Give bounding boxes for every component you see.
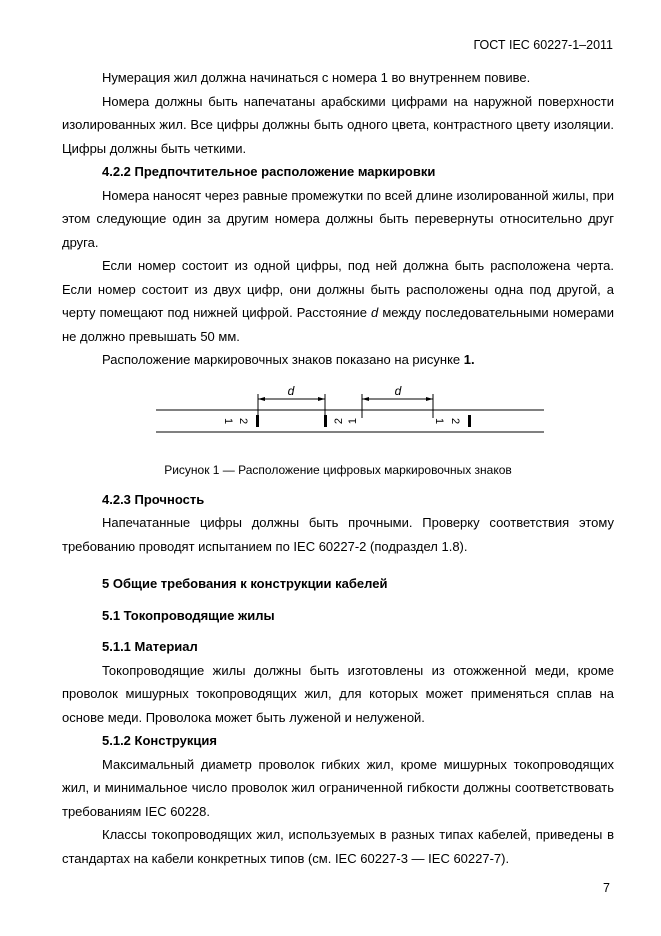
mark-bar — [256, 415, 259, 427]
dim-arrow — [426, 397, 433, 401]
paragraph: Расположение маркировочных знаков показано на рисунке 1. — [102, 352, 475, 367]
dim-label-d: d — [287, 383, 295, 398]
dim-arrow — [362, 397, 369, 401]
section-heading-4-2-2: 4.2.2 Предпочтительное расположение маркировки — [102, 164, 436, 179]
paragraph: Нумерация жил должна начинаться с номера 1 во внутреннем повиве. — [102, 70, 531, 85]
paragraph: Напечатанные цифры должны быть прочными. Проверку соответствия этому требованию проводят испытанием по IEC 60227-2 (подраздел 1.8). — [62, 515, 614, 554]
mark-digit: 1 — [433, 417, 446, 424]
section-heading-5-1-1: 5.1.1 Материал — [102, 639, 198, 654]
mark-digit: 1 — [346, 417, 359, 424]
mark-bar — [468, 415, 471, 427]
paragraph: Номера наносят через равные промежутки по всей длине изолированной жилы, при этом следующие один за другим номера должны быть перевернуты относительно друг друга. — [62, 187, 614, 250]
marking-diagram — [62, 372, 614, 452]
section-heading-4-2-3: 4.2.3 Прочность — [102, 491, 205, 507]
running-header: ГОСТ IEC 60227-1–2011 — [473, 38, 613, 52]
figure-caption: Рисунок 1 — Расположение цифровых маркировочных знаков — [164, 462, 512, 477]
paragraph: Максимальный диаметр проволок гибких жил, кроме мишурных токопроводящих жил, и минимальное число проволок жил ограниченной гибкости должны соответствовать требованиям IEC 60228. — [62, 756, 614, 819]
mark-digit: 2 — [237, 417, 250, 424]
section-heading-5: 5 Общие требования к конструкции кабелей — [102, 576, 388, 591]
paragraph: Классы токопроводящих жил, используемых в разных типах кабелей, приведены в стандартах на кабели конкретных типов (см. IEC 60227-3 — IEC 60227-7). — [62, 827, 614, 866]
mark-digit: 2 — [449, 417, 462, 424]
mark-bar — [324, 415, 327, 427]
dim-arrow — [318, 397, 325, 401]
page-number: 7 — [603, 881, 610, 895]
paragraph: Если номер состоит из одной цифры, под ней должна быть расположена черта. Если номер состоит из двух цифр, они должны быть расположены одна под другой, а черту помещают под нижней цифрой. Расстояние d между последовательными номерами не должно превышать 50 мм. — [62, 258, 614, 344]
section-heading-5-1: 5.1 Токопроводящие жилы — [102, 607, 275, 623]
figure-reference: 1. — [463, 352, 475, 367]
figure-1 — [62, 372, 614, 480]
variable-d: d — [371, 305, 379, 320]
dim-arrow — [258, 397, 265, 401]
mark-digit: 2 — [332, 417, 345, 424]
section-heading-5-1-2: 5.1.2 Конструкция — [102, 733, 217, 748]
dim-label-d: d — [394, 383, 402, 398]
paragraph: Номера должны быть напечатаны арабскими цифрами на наружной поверхности изолированных жил. Все цифры должны быть одного цвета, контрастного цвету изоляции. Цифры должны быть четкими. — [62, 93, 614, 156]
mark-digit: 1 — [222, 417, 235, 424]
paragraph: Токопроводящие жилы должны быть изготовлены из отожженной меди, кроме проволок мишурных токопроводящих жил, для которых может применяться сплав на основе меди. Проволока может быть луженой и нелуженой. — [62, 662, 614, 725]
page-body — [62, 66, 614, 870]
